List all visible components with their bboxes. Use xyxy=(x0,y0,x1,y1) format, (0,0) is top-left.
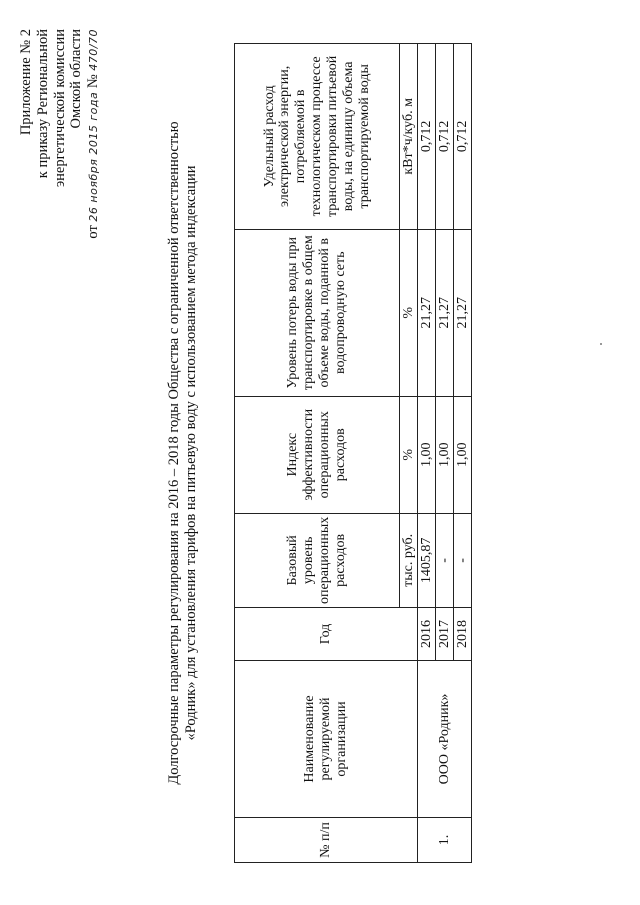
cell-loss: 21,27 xyxy=(436,229,454,396)
cell-base: - xyxy=(454,513,472,607)
appendix-region: Омской области xyxy=(68,29,85,129)
cell-year: 2016 xyxy=(418,608,436,661)
header-specific-energy: Удельный расход электрической энергии, потребляемой в технологическом процессе транспортировки питьевой воды, на единицу объема транспортируемой воды xyxy=(235,44,400,230)
cell-year: 2018 xyxy=(454,608,472,661)
order-number-label: № xyxy=(85,74,102,89)
document-title xyxy=(166,43,201,863)
regulation-parameters-table xyxy=(234,43,472,863)
row-number: 1. xyxy=(418,818,472,863)
unit-spec: кВт*ч/куб. м xyxy=(400,44,418,230)
organization-name: ООО «Родник» xyxy=(418,661,472,818)
scan-speck xyxy=(600,343,602,345)
table-header-row xyxy=(235,44,400,863)
header-org: Наименование регулируемой организации xyxy=(235,661,418,818)
cell-spec: 0,712 xyxy=(436,44,454,230)
appendix-number: Приложение № 2 xyxy=(18,29,34,136)
title-line-2: «Родник» для установления тарифов на питьевую воду с использованием метода индексации xyxy=(183,165,200,741)
cell-loss: 21,27 xyxy=(418,229,436,396)
title-line-1: Долгосрочные параметры регулирования на 2016 – 2018 годы Общества с ограниченной ответственностью xyxy=(166,121,182,785)
header-base-level: Базовый уровень операционных расходов xyxy=(235,513,400,607)
handwritten-order-number: 470/70 xyxy=(87,29,101,71)
cell-base: - xyxy=(436,513,454,607)
cell-loss: 21,27 xyxy=(454,229,472,396)
cell-index: 1,00 xyxy=(418,396,436,513)
cell-year: 2017 xyxy=(436,608,454,661)
cell-spec: 0,712 xyxy=(418,44,436,230)
header-year: Год xyxy=(235,608,418,661)
appendix-date-line xyxy=(85,29,102,389)
appendix-header xyxy=(18,29,102,389)
unit-index: % xyxy=(400,396,418,513)
table-row xyxy=(418,44,436,863)
rotated-document-sheet xyxy=(0,13,620,893)
cell-index: 1,00 xyxy=(454,396,472,513)
header-num: № п/п xyxy=(235,818,418,863)
appendix-order-ref: к приказу Региональной xyxy=(34,29,51,179)
unit-base: тыс. руб. xyxy=(400,513,418,607)
header-water-loss: Уровень потерь воды при транспортировке в общем объеме воды, поданной в водопроводную сеть xyxy=(235,229,400,396)
cell-index: 1,00 xyxy=(436,396,454,513)
handwritten-date: 26 ноября 2015 года xyxy=(87,91,101,222)
cell-spec: 0,712 xyxy=(454,44,472,230)
cell-base: 1405,87 xyxy=(418,513,436,607)
date-prefix: от xyxy=(85,225,102,239)
appendix-commission: энергетической комиссии xyxy=(51,29,68,188)
unit-loss: % xyxy=(400,229,418,396)
header-efficiency-index: Индекс эффективности операционных расходов xyxy=(235,396,400,513)
